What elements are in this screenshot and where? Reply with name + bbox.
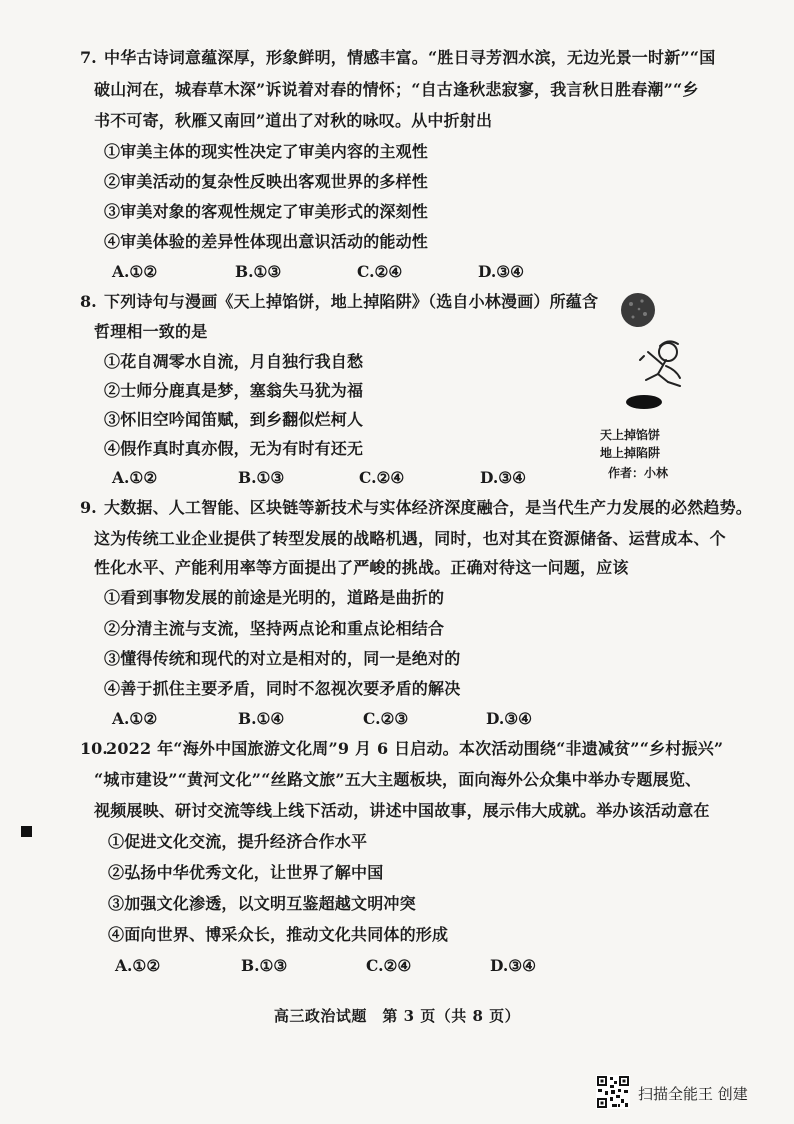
cartoon-drawing-icon (600, 286, 702, 426)
option-c[interactable]: C.②④ (359, 468, 405, 487)
choice-statement: ①促进文化交流，提升经济合作水平 (108, 832, 368, 851)
question-stem-line: 性化水平、产能利用率等方面提出了严峻的挑战。正确对待这一问题，应该 (94, 558, 629, 577)
question-stem-line: 书不可寄，秋雁又南回”道出了对秋的咏叹。从中折射出 (94, 111, 493, 130)
choice-statement: ①看到事物发展的前途是光明的，道路是曲折的 (104, 588, 445, 607)
option-d[interactable]: D.③④ (478, 262, 525, 281)
option-b[interactable]: B.①③ (235, 262, 282, 281)
question-stem-line: 中华古诗词意蕴深厚，形象鲜明，情感丰富。“胜日寻芳泗水滨，无边光景一时新”“国 (104, 48, 716, 67)
question-stem-line: 视频展映、研讨交流等线上线下活动，讲述中国故事，展示伟大成就。举办该活动意在 (94, 801, 710, 820)
scanner-label: 扫描全能王 创建 (638, 1085, 748, 1103)
choice-statement: ①花自凋零水自流，月自独行我自愁 (104, 352, 364, 371)
option-b[interactable]: B.①③ (241, 956, 288, 975)
choice-statement: ④假作真时真亦假，无为有时有还无 (104, 439, 364, 458)
option-d[interactable]: D.③④ (490, 956, 537, 975)
option-a[interactable]: A.①② (112, 468, 158, 487)
choice-statement: ③懂得传统和现代的对立是相对的，同一是绝对的 (104, 649, 461, 668)
question-number: 10. (80, 739, 108, 758)
option-c[interactable]: C.②③ (363, 709, 409, 728)
option-b[interactable]: B.①③ (238, 468, 285, 487)
cartoon-author: 作者：小林 (608, 466, 669, 480)
option-c[interactable]: C.②④ (366, 956, 412, 975)
scanner-watermark (596, 1073, 786, 1113)
question-number: 7. (80, 48, 97, 67)
option-a[interactable]: A.①② (112, 262, 158, 281)
question-number: 9. (80, 498, 97, 517)
choice-statement: ②士师分鹿真是梦，塞翁失马犹为福 (104, 381, 364, 400)
question-stem-line: 下列诗句与漫画《天上掉馅饼，地上掉陷阱》（选自小林漫画）所蕴含 (104, 292, 599, 311)
option-d[interactable]: D.③④ (486, 709, 533, 728)
page-footer: 高三政治试题 第 3 页（共 8 页） (273, 1007, 521, 1025)
choice-statement: ③怀旧空吟闻笛赋，到乡翻似烂柯人 (104, 410, 364, 429)
choice-statement: ④审美体验的差异性体现出意识活动的能动性 (104, 232, 429, 251)
option-d[interactable]: D.③④ (480, 468, 527, 487)
answer-options (0, 956, 794, 978)
cartoon-caption-2: 地上掉陷阱 (600, 446, 661, 460)
question-stem-line: “城市建设”“黄河文化”“丝路文旅”五大主题板块，面向海外公众集中举办专题展览、 (94, 770, 702, 789)
choice-statement: ④面向世界、博采众长，推动文化共同体的形成 (108, 925, 449, 944)
choice-statement: ④善于抓住主要矛盾，同时不忽视次要矛盾的解决 (104, 679, 461, 698)
choice-statement: ③审美对象的客观性规定了审美形式的深刻性 (104, 202, 429, 221)
answer-options (0, 709, 794, 731)
choice-statement: ②分清主流与支流，坚持两点论和重点论相结合 (104, 619, 445, 638)
scan-marker (21, 826, 32, 837)
question-stem-line: 这为传统工业企业提供了转型发展的战略机遇，同时，也对其在资源储备、运营成本、个 (94, 529, 726, 548)
choice-statement: ②审美活动的复杂性反映出客观世界的多样性 (104, 172, 429, 191)
option-a[interactable]: A.①② (115, 956, 161, 975)
question-stem-line: 破山河在，城春草木深”诉说着对春的情怀；“自古逢秋悲寂寥，我言秋日胜春潮”“乡 (94, 80, 699, 99)
question-stem-line: 大数据、人工智能、区块链等新技术与实体经济深度融合，是当代生产力发展的必然趋势。 (104, 498, 753, 517)
choice-statement: ②弘扬中华优秀文化，让世界了解中国 (108, 863, 384, 882)
option-b[interactable]: B.①④ (238, 709, 285, 728)
qr-code-icon (596, 1075, 630, 1109)
option-c[interactable]: C.②④ (357, 262, 403, 281)
choice-statement: ①审美主体的现实性决定了审美内容的主观性 (104, 142, 429, 161)
choice-statement: ③加强文化渗透，以文明互鉴超越文明冲突 (108, 894, 416, 913)
cartoon-figure (600, 286, 702, 482)
answer-options (0, 262, 794, 284)
question-number: 8. (80, 292, 97, 311)
cartoon-caption-1: 天上掉馅饼 (600, 428, 661, 442)
question-stem-line: 2022 年“海外中国旅游文化周”9 月 6 日启动。本次活动围绕“非遗减贫”“乡村振兴” (106, 739, 724, 758)
question-stem-line: 哲理相一致的是 (94, 322, 208, 341)
option-a[interactable]: A.①② (112, 709, 158, 728)
